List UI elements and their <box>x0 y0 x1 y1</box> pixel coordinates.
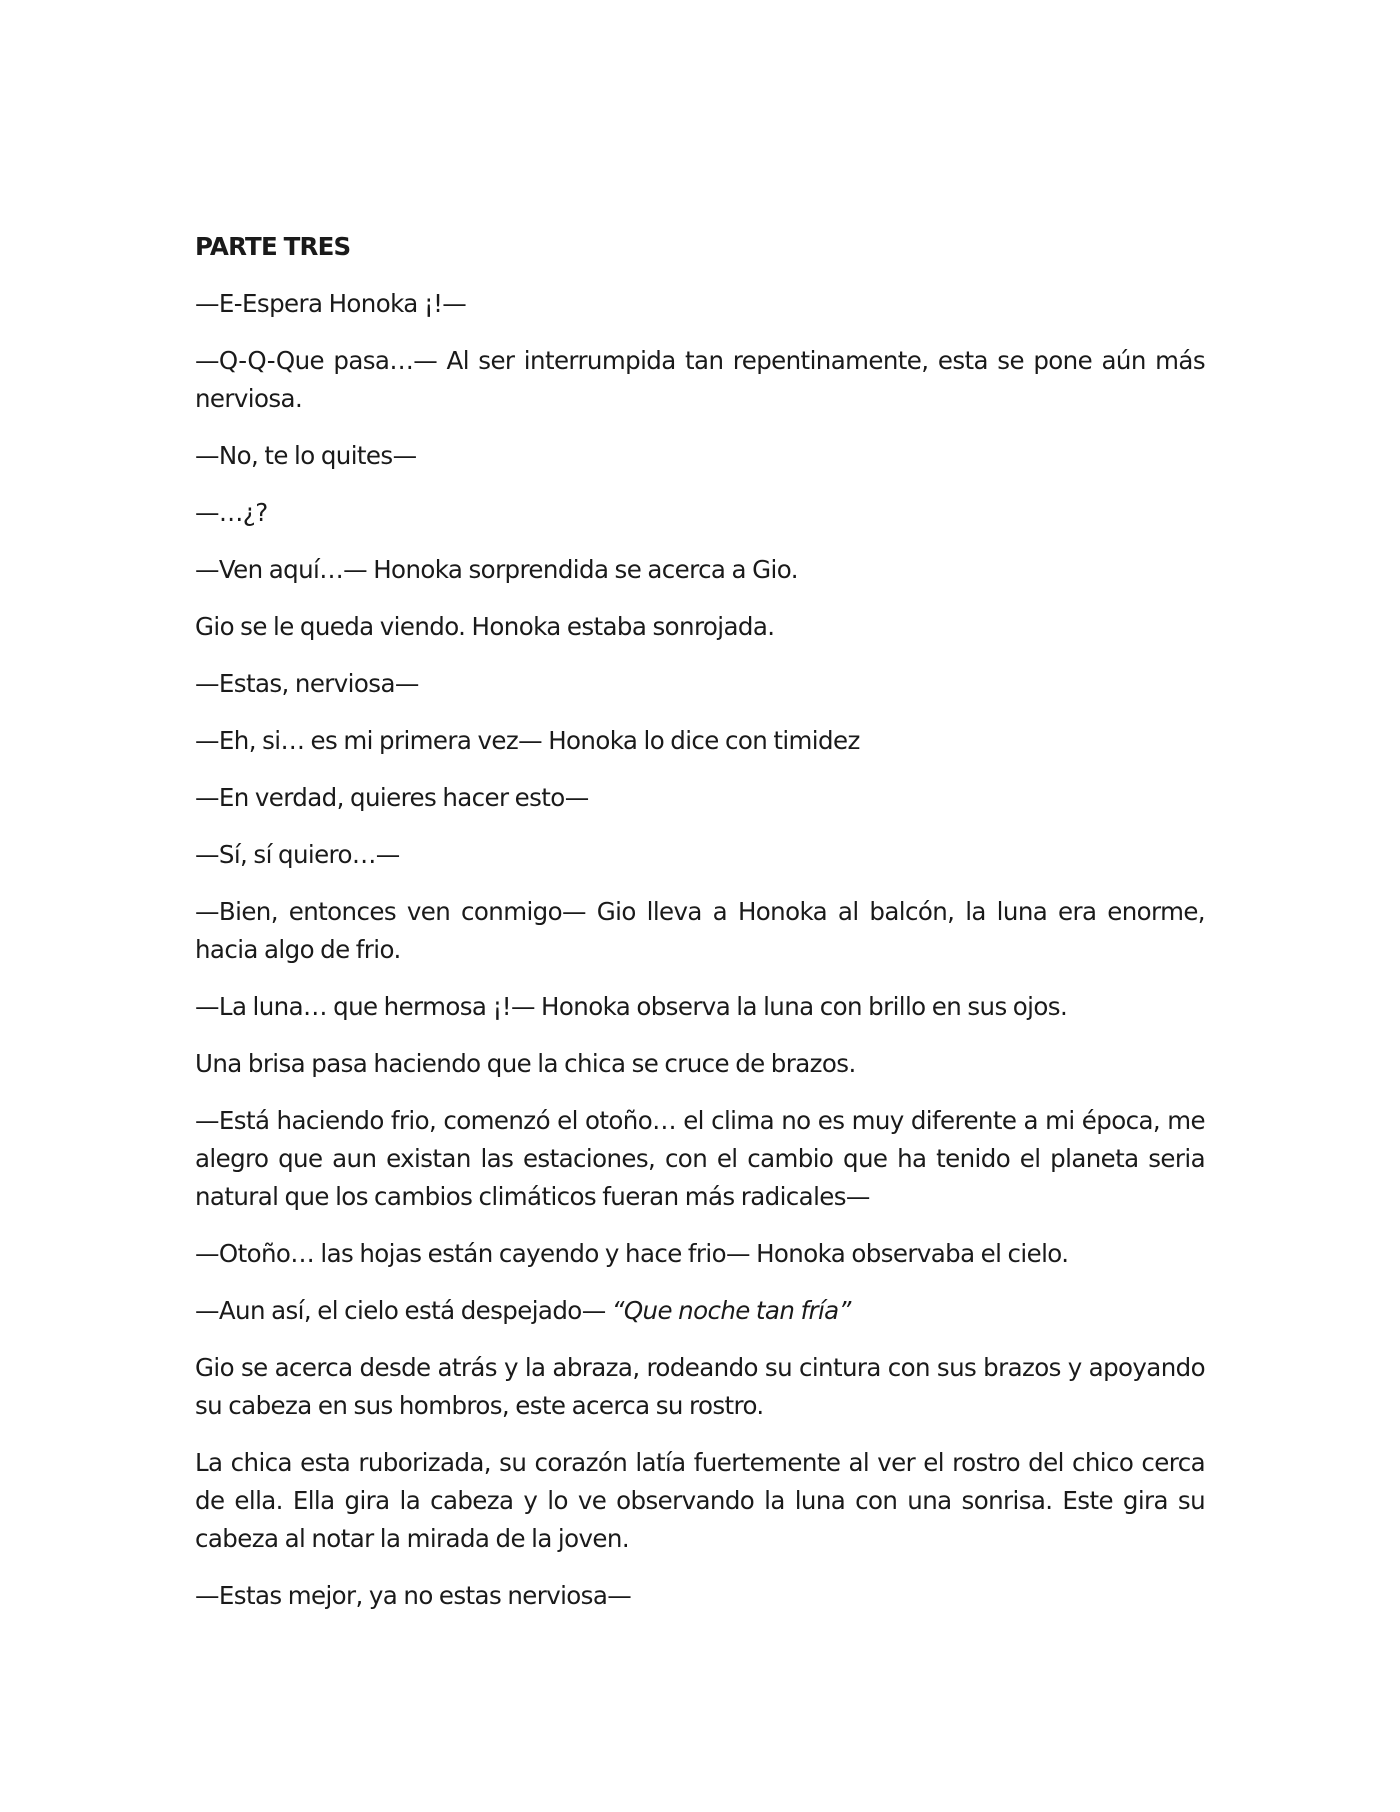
paragraph: —Bien, entonces ven conmigo— Gio lleva a Honoka al balcón, la luna era enorme, hacia algo de frio. <box>195 897 1205 964</box>
paragraph: —E-Espera Honoka ¡!— <box>195 289 467 318</box>
paragraph: —Sí, sí quiero…— <box>195 840 400 869</box>
paragraph: —Otoño… las hojas están cayendo y hace frio— Honoka observaba el cielo. <box>195 1239 1069 1268</box>
paragraph: —No, te lo quites— <box>195 441 417 470</box>
paragraph: —…¿? <box>195 498 268 527</box>
document-body <box>195 228 1205 1634</box>
paragraph <box>195 1292 1205 1330</box>
paragraph: —Q-Q-Que pasa…— Al ser interrumpida tan repentinamente, esta se pone aún más nerviosa. <box>195 346 1205 413</box>
paragraph: Una brisa pasa haciendo que la chica se cruce de brazos. <box>195 1049 856 1078</box>
paragraph: —Estas mejor, ya no estas nerviosa— <box>195 1581 632 1610</box>
paragraph: —Ven aquí…— Honoka sorprendida se acerca a Gio. <box>195 555 798 584</box>
paragraph: —En verdad, quieres hacer esto— <box>195 783 589 812</box>
paragraph: —Estas, nerviosa— <box>195 669 419 698</box>
paragraph: Gio se le queda viendo. Honoka estaba sonrojada. <box>195 612 775 641</box>
paragraph-text: —Aun así, el cielo está despejado— <box>195 1296 612 1325</box>
paragraph: La chica esta ruborizada, su corazón latía fuertemente al ver el rostro del chico cerca de ella. Ella gira la cabeza y lo ve observando la luna con una sonrisa. Este gira su cabeza al notar la mirada de la joven. <box>195 1448 1205 1553</box>
paragraph: —Eh, si… es mi primera vez— Honoka lo dice con timidez <box>195 726 860 755</box>
paragraph: —Está haciendo frio, comenzó el otoño… el clima no es muy diferente a mi época, me alegro que aun existan las estaciones, con el cambio que ha tenido el planeta seria natural que los cambios climáticos fueran más radicales— <box>195 1106 1205 1211</box>
paragraph: —La luna… que hermosa ¡!— Honoka observa la luna con brillo en sus ojos. <box>195 992 1068 1021</box>
section-heading: PARTE TRES <box>195 232 351 261</box>
italic-quote: “Que noche tan fría” <box>611 1296 851 1325</box>
paragraph: Gio se acerca desde atrás y la abraza, rodeando su cintura con sus brazos y apoyando su cabeza en sus hombros, este acerca su rostro. <box>195 1353 1205 1420</box>
